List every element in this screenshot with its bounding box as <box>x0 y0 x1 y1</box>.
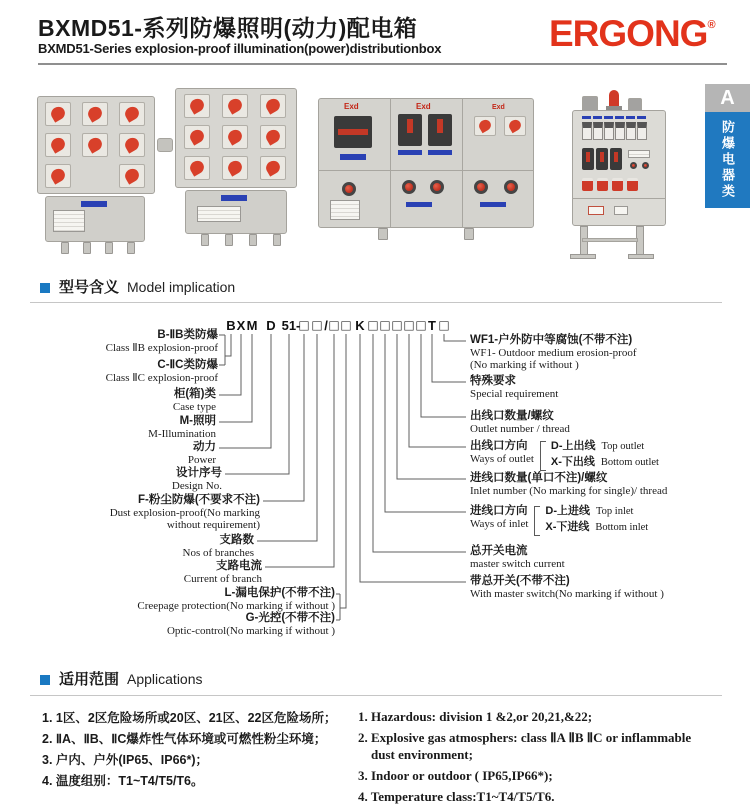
diagram-label-master-switch <box>470 575 720 600</box>
cable-gland <box>105 242 113 254</box>
panel-divider <box>462 98 463 228</box>
rotary-switch <box>82 102 108 126</box>
section-divider <box>30 302 722 303</box>
mini-breaker <box>593 122 603 140</box>
label-cn: F-粉尘防爆(不要求不注) <box>137 494 260 506</box>
diagram-label-class-iic <box>30 359 218 384</box>
label-cn: 带总开关(不带不注) <box>470 575 570 587</box>
code-token: M <box>246 318 258 333</box>
rotary-switch <box>474 116 496 136</box>
label-en: With master switch(No marking if without ) <box>470 588 664 600</box>
code-token-box: □ <box>367 318 379 332</box>
exd-marking: Exd <box>416 102 431 111</box>
product-photo-2 <box>318 92 536 244</box>
option-cn: X-下进线 <box>545 521 590 533</box>
label-cn: 出线口数量/螺纹 <box>470 410 554 422</box>
mini-breaker <box>637 122 647 140</box>
label-en: Outlet number / thread <box>470 423 570 435</box>
label-cn: C-ⅡC类防爆 <box>157 359 218 371</box>
label-en: Creepage protection(No marking if without ) <box>137 600 335 612</box>
box2-label <box>221 195 247 201</box>
product-photo-1 <box>35 86 310 258</box>
diagram-label-power <box>30 441 216 466</box>
application-item: 4. Temperature class:T1~T4/T5/T6. <box>358 789 555 804</box>
code-token: 51- <box>281 318 301 333</box>
option-bracket <box>534 506 540 536</box>
option-row <box>551 440 659 456</box>
circuit-label <box>582 116 591 119</box>
section-divider <box>30 695 722 696</box>
brand-logo-text: ERGONG <box>549 13 708 54</box>
diagram-label-branch-current <box>30 560 262 585</box>
cable-gland <box>201 234 209 246</box>
tab-letter-text: A <box>720 86 735 109</box>
applications-section-header <box>40 668 203 689</box>
label-en: Inlet number (No marking for single)/ thread <box>470 485 668 497</box>
cable-gland <box>83 242 91 254</box>
rotary-switch <box>260 156 286 180</box>
label-cn: 出线口方向 <box>470 440 528 452</box>
option-bracket <box>540 441 546 471</box>
section-title-cn: 适用范围 <box>59 671 120 688</box>
application-item: 4. 温度组别：T1~T4/T5/T6。 <box>42 774 204 788</box>
meter-plate <box>628 150 650 158</box>
branch-breaker <box>398 114 422 146</box>
label-en: Power <box>187 454 216 466</box>
option-row <box>545 505 648 521</box>
label-cn: M-照明 <box>179 415 216 427</box>
push-button <box>402 180 416 194</box>
rotary-switch <box>184 125 210 149</box>
application-item: 1. Hazardous: division 1 &2,or 20,21,&22; <box>358 709 593 724</box>
label-en: Nos of branches <box>182 547 254 559</box>
application-item: 2. ⅡA、ⅡB、ⅡC爆炸性气体环境或可燃性粉尘环境； <box>42 732 327 746</box>
breaker-label <box>340 154 366 160</box>
code-token: T <box>428 318 436 333</box>
section-title-cn: 型号含义 <box>59 279 120 296</box>
label-cn: B-ⅡB类防爆 <box>157 329 218 341</box>
code-token-box: □ <box>311 318 323 332</box>
rotary-switch <box>119 102 145 126</box>
label-cn: 进线口方向 <box>470 505 528 517</box>
indicator-button <box>630 162 637 169</box>
label-options <box>551 440 659 472</box>
breaker <box>596 148 608 170</box>
branch-breaker <box>428 114 452 146</box>
breaker-label <box>428 150 452 155</box>
push-button <box>342 182 356 196</box>
leg-brace <box>582 238 638 242</box>
rotary-switch <box>222 156 248 180</box>
mini-breaker <box>615 122 625 140</box>
cable-gland <box>464 228 474 240</box>
label-cn: L-漏电保护(不带不注) <box>224 587 335 599</box>
label-en: Class ⅡC explosion-proof <box>105 372 218 384</box>
label-en: master switch current <box>470 558 565 570</box>
diagram-label-inlet-number <box>470 472 720 497</box>
exd-marking: Exd <box>344 102 359 111</box>
code-token-box: □ <box>298 318 310 332</box>
rotary-switch <box>45 102 71 126</box>
label-cn: G-光控(不带不注) <box>245 612 335 624</box>
push-button <box>430 180 444 194</box>
diagram-label-creepage <box>30 587 335 637</box>
cabinet-foot <box>628 254 654 259</box>
code-token-box: □ <box>328 318 340 332</box>
rotary-switch <box>82 133 108 157</box>
cable-gland <box>273 234 281 246</box>
mini-breaker <box>626 122 636 140</box>
box2-terminal-plate <box>197 206 241 222</box>
section-bullet-icon <box>40 283 50 293</box>
label-en: Special requirement <box>470 388 559 400</box>
option-row <box>545 521 648 537</box>
circuit-label <box>593 116 602 119</box>
button-label <box>480 202 506 207</box>
code-token-box: □ <box>379 318 391 332</box>
box1-label <box>81 201 107 207</box>
code-token: B <box>226 318 236 333</box>
section-title-en: Applications <box>127 671 203 687</box>
exd-marking: Exd <box>492 104 505 111</box>
code-token-box: □ <box>415 318 427 332</box>
rotary-switch <box>45 133 71 157</box>
circuit-label <box>615 116 624 119</box>
diagram-label-master-current <box>470 545 720 570</box>
option-row <box>551 456 659 472</box>
cabinet-foot <box>570 254 596 259</box>
rotary-switch <box>222 125 248 149</box>
button-label <box>406 202 432 207</box>
label-en: Class ⅡB explosion-proof <box>105 342 218 354</box>
circuit-label <box>637 116 646 119</box>
code-token: / <box>324 318 328 333</box>
rotary-switch <box>260 94 286 118</box>
main-breaker <box>334 116 372 148</box>
push-button <box>474 180 488 194</box>
label-en: M-Illumination <box>148 428 216 440</box>
circuit-label <box>604 116 613 119</box>
tab-label-text: 防爆电器类 <box>720 120 735 200</box>
label-cn: 动力 <box>193 441 216 453</box>
label-cn: 设计序号 <box>176 467 222 479</box>
box-connector <box>157 138 173 152</box>
breaker <box>610 148 622 170</box>
code-token: K <box>355 318 365 333</box>
label-en: Case type <box>172 401 216 413</box>
rotary-switch <box>45 164 71 188</box>
rotary-switch <box>260 125 286 149</box>
diagram-label-inlet-ways <box>470 505 720 537</box>
cable-gland <box>61 242 69 254</box>
breaker <box>582 148 594 170</box>
header-divider <box>38 63 727 65</box>
option-en: Bottom inlet <box>595 522 649 533</box>
page-title-cn: BXMD51-系列防爆照明(动力)配电箱 <box>38 15 418 41</box>
label-cn: 特殊要求 <box>470 375 516 387</box>
code-token-box: □ <box>403 318 415 332</box>
rotary-switch <box>184 156 210 180</box>
nameplate <box>330 200 360 220</box>
option-en: Top inlet <box>596 506 634 517</box>
label-main <box>470 440 534 472</box>
diagram-label-case-type <box>30 388 216 413</box>
box1-nameplate <box>53 210 85 232</box>
diagram-label-illumination <box>30 415 216 440</box>
category-tab-letter <box>705 84 750 112</box>
code-token: D <box>266 318 276 333</box>
label-en: Current of branch <box>183 573 262 585</box>
label-cn: 支路数 <box>219 534 254 546</box>
diagram-label-special <box>470 375 720 400</box>
diagram-label-design-no <box>30 467 222 492</box>
page-title-en: BXMD51-Series explosion-proof illumination(power)distributionbox <box>38 41 442 56</box>
label-cn: 总开关电流 <box>470 545 528 557</box>
rotary-switch <box>222 94 248 118</box>
option-cn: D-上进线 <box>545 505 590 517</box>
label-en: Dust explosion-proof(No marking without requirement) <box>109 507 260 531</box>
label-en: WF1- Outdoor medium erosion-proof <box>470 347 637 359</box>
label-main <box>470 505 528 537</box>
cable-gland <box>378 228 388 240</box>
option-en: Top outlet <box>601 441 645 452</box>
section-bullet-icon <box>40 675 50 685</box>
rotary-switch <box>184 94 210 118</box>
socket-plug <box>612 178 623 191</box>
label-cn: WF1-户外防中等腐蚀(不带不注) <box>470 334 633 346</box>
diagram-label-branches <box>30 534 254 559</box>
label-cn: 支路电流 <box>216 560 262 572</box>
cable-gland <box>127 242 135 254</box>
application-item: 3. Indoor or outdoor ( IP65,IP66*); <box>358 768 553 783</box>
diagram-label-class-iib <box>30 329 218 354</box>
diagram-label-dust-proof <box>30 494 260 531</box>
application-item: 2. Explosive gas atmosphers: class ⅡA ⅡB ⅡC or inflammable dust environment; <box>358 730 692 762</box>
rotary-switch <box>119 133 145 157</box>
diagram-label-outlet-ways <box>470 440 720 472</box>
panel-divider <box>318 170 534 171</box>
label-cn: 柜(箱)类 <box>173 388 216 400</box>
code-token: X <box>236 318 246 333</box>
door-divider <box>572 198 666 199</box>
diagram-label-wf1 <box>470 334 720 371</box>
mini-breaker <box>604 122 614 140</box>
circuit-label <box>626 116 635 119</box>
diagram-label-outlet-number <box>470 410 720 435</box>
label-en: Design No. <box>171 480 222 492</box>
label-en: Ways of inlet <box>470 518 529 530</box>
socket-plug <box>582 178 593 191</box>
indicator-button <box>642 162 649 169</box>
label-options <box>545 505 648 537</box>
brand-logo <box>549 13 716 55</box>
model-code-diagram <box>30 310 720 662</box>
model-section-header <box>40 276 235 297</box>
code-token-box: □ <box>391 318 403 332</box>
label-en: (No marking if without ) <box>470 359 579 371</box>
socket-plug <box>597 178 608 191</box>
door-tag <box>614 206 628 215</box>
product-photo-3 <box>552 86 694 262</box>
label-en: Optic-control(No marking if without ) <box>166 625 335 637</box>
socket-plug <box>627 178 638 191</box>
registered-trademark-icon: ® <box>707 19 716 31</box>
applications-list-cn <box>42 710 354 794</box>
application-item: 1. 1区、2区危险场所或20区、21区、22区危险场所； <box>42 711 337 725</box>
code-token-box: □ <box>340 318 352 332</box>
category-tab-label <box>705 112 750 208</box>
option-cn: D-上出线 <box>550 440 596 452</box>
option-cn: X-下出线 <box>550 456 595 468</box>
rotary-switch <box>119 164 145 188</box>
mini-breaker <box>582 122 592 140</box>
label-en: Ways of outlet <box>470 453 534 465</box>
door-tag <box>588 206 604 215</box>
panel-divider <box>390 98 391 228</box>
label-cn: 进线口数量(单口不注)/螺纹 <box>470 472 608 484</box>
cable-gland <box>249 234 257 246</box>
section-title-en: Model implication <box>127 279 236 295</box>
application-item: 3. 户内、户外(IP65、IP66*)； <box>42 753 209 767</box>
option-en: Bottom outlet <box>600 457 659 468</box>
cable-gland <box>225 234 233 246</box>
rotary-switch <box>504 116 526 136</box>
breaker-label <box>398 150 422 155</box>
code-token-box: □ <box>438 318 450 332</box>
push-button <box>504 180 518 194</box>
applications-list-en <box>358 708 710 809</box>
